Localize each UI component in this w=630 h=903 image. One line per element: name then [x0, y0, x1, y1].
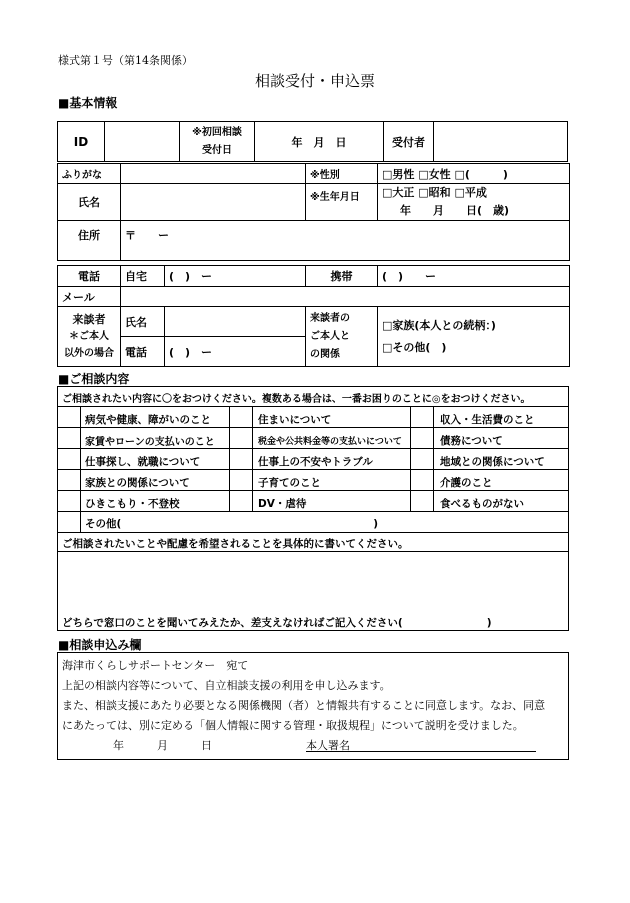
id-field[interactable]: [105, 122, 180, 162]
addressee: 海津市くらしサポートセンター 宛て: [62, 659, 249, 672]
personal-table: [57, 163, 570, 261]
relation-label-line2: ご本人と: [310, 330, 350, 342]
consult-item-family[interactable]: 家族との関係について: [85, 477, 190, 489]
address-field[interactable]: 〒 ー: [121, 221, 570, 261]
consult-item-childcare[interactable]: 子育てのこと: [258, 477, 321, 489]
visitor-note-line2: 以外の場合: [64, 348, 114, 359]
consult-instruction: ご相談されたい内容に〇をおつけください。複数ある場合は、一番お困りのことに◎をおつけください。: [62, 394, 531, 405]
era-options[interactable]: □大正 □昭和 □平成: [382, 186, 487, 199]
receptionist-field[interactable]: [434, 122, 568, 162]
consult-item-community[interactable]: 地域との関係について: [440, 456, 545, 468]
signature-label: 本人署名: [306, 739, 350, 752]
consult-item-withdrawal[interactable]: ひきこもり・不登校: [85, 498, 180, 510]
first-consult-label: [180, 122, 255, 162]
relation-options[interactable]: [378, 307, 570, 367]
consult-item-dv-abuse[interactable]: DV・虐待: [258, 498, 307, 510]
consult-item-tax-utilities[interactable]: 税金や公共料金等の支払いについて: [258, 437, 402, 447]
furigana-label: ふりがな: [58, 164, 121, 184]
id-table: [57, 121, 568, 162]
application-line3: にあたっては、別に定める「個人情報に関する管理・取扱規程」について説明を受けました。: [62, 719, 524, 732]
consult-item-housing[interactable]: 住まいについて: [258, 414, 332, 426]
name-field[interactable]: [121, 184, 306, 221]
form-number: 様式第１号（第14条関係）: [58, 54, 193, 67]
application-date[interactable]: 年 月 日: [113, 739, 212, 752]
consult-item-job-search[interactable]: 仕事探し、就職について: [85, 456, 201, 468]
section-heading-application: ■相談申込み欄: [58, 638, 142, 652]
receptionist-label: 受付者: [384, 122, 434, 162]
relation-other-option[interactable]: □その他( ): [382, 340, 447, 354]
phone-label: 電話: [58, 266, 121, 287]
section-heading-consult: ■ご相談内容: [58, 372, 130, 386]
consult-item-nursing-care[interactable]: 介護のこと: [440, 477, 493, 489]
id-label: ID: [58, 122, 105, 162]
visitor-name-field[interactable]: [165, 307, 306, 337]
consult-item-rent-loan[interactable]: 家賃やローンの支払いのこと: [85, 437, 215, 448]
visitor-note-line1: ＊ご本人: [69, 331, 109, 342]
visitor-phone-field[interactable]: ( ) ー: [165, 337, 306, 367]
visitor-phone-label: 電話: [121, 337, 165, 367]
relation-family-option[interactable]: □家族(本人との続柄：): [382, 318, 496, 332]
consult-item-health[interactable]: 病気や健康、障がいのこと: [85, 414, 211, 426]
email-label: メール: [58, 287, 121, 307]
birth-options[interactable]: [378, 184, 570, 221]
first-consult-label-line2: 受付日: [202, 144, 232, 156]
gender-options[interactable]: □男性 □女性 □( ): [378, 164, 570, 184]
detail-prompt: ご相談されたいことや配慮を希望されることを具体的に書いてください。: [62, 538, 409, 550]
mobile-phone-field[interactable]: ( ) ー: [378, 266, 570, 287]
relation-label-line1: 来談者の: [310, 312, 350, 324]
name-label: 氏名: [58, 184, 121, 221]
visitor-name-label: 氏名: [121, 307, 165, 337]
home-label: 自宅: [121, 266, 165, 287]
birth-date-field[interactable]: 年 月 日( 歳): [400, 204, 510, 217]
birth-label: ※生年月日: [306, 184, 378, 221]
home-phone-field[interactable]: ( ) ー: [165, 266, 306, 287]
mobile-label: 携帯: [306, 266, 378, 287]
visitor-label: [58, 307, 121, 367]
signature-line[interactable]: [306, 751, 536, 752]
page-title: 相談受付・申込票: [254, 72, 375, 90]
address-label: 住所: [58, 221, 121, 261]
email-field[interactable]: [121, 287, 570, 307]
consult-item-other[interactable]: その他( ): [85, 518, 379, 530]
consult-item-food[interactable]: 食べるものがない: [440, 498, 524, 510]
phone-table: [57, 265, 570, 307]
furigana-field[interactable]: [121, 164, 306, 184]
relation-label-line3: の関係: [310, 348, 340, 360]
consult-item-debt[interactable]: 債務について: [440, 435, 503, 447]
application-line1: 上記の相談内容等について、自立相談支援の利用を申し込みます。: [62, 679, 391, 692]
application-line2: また、相談支援にあたり必要となる関係機関（者）と情報共有することに同意します。なお、同意: [62, 699, 546, 712]
visitor-label-main: 来談者: [72, 313, 106, 326]
visitor-table: [57, 306, 570, 367]
detail-textarea[interactable]: [58, 553, 568, 611]
gender-label: ※性別: [306, 164, 378, 184]
first-consult-label-line1: ※初回相談: [192, 126, 242, 138]
section-heading-basic: ■基本情報: [58, 96, 118, 110]
consult-item-income[interactable]: 収入・生活費のこと: [440, 414, 535, 426]
relation-label: [306, 307, 378, 367]
consult-item-work-trouble[interactable]: 仕事上の不安やトラブル: [258, 456, 373, 468]
first-consult-date-field[interactable]: 年 月 日: [255, 122, 384, 162]
source-prompt[interactable]: どちらで窓口のことを聞いてみえたか、差支えなければご記入ください( ): [62, 617, 492, 629]
